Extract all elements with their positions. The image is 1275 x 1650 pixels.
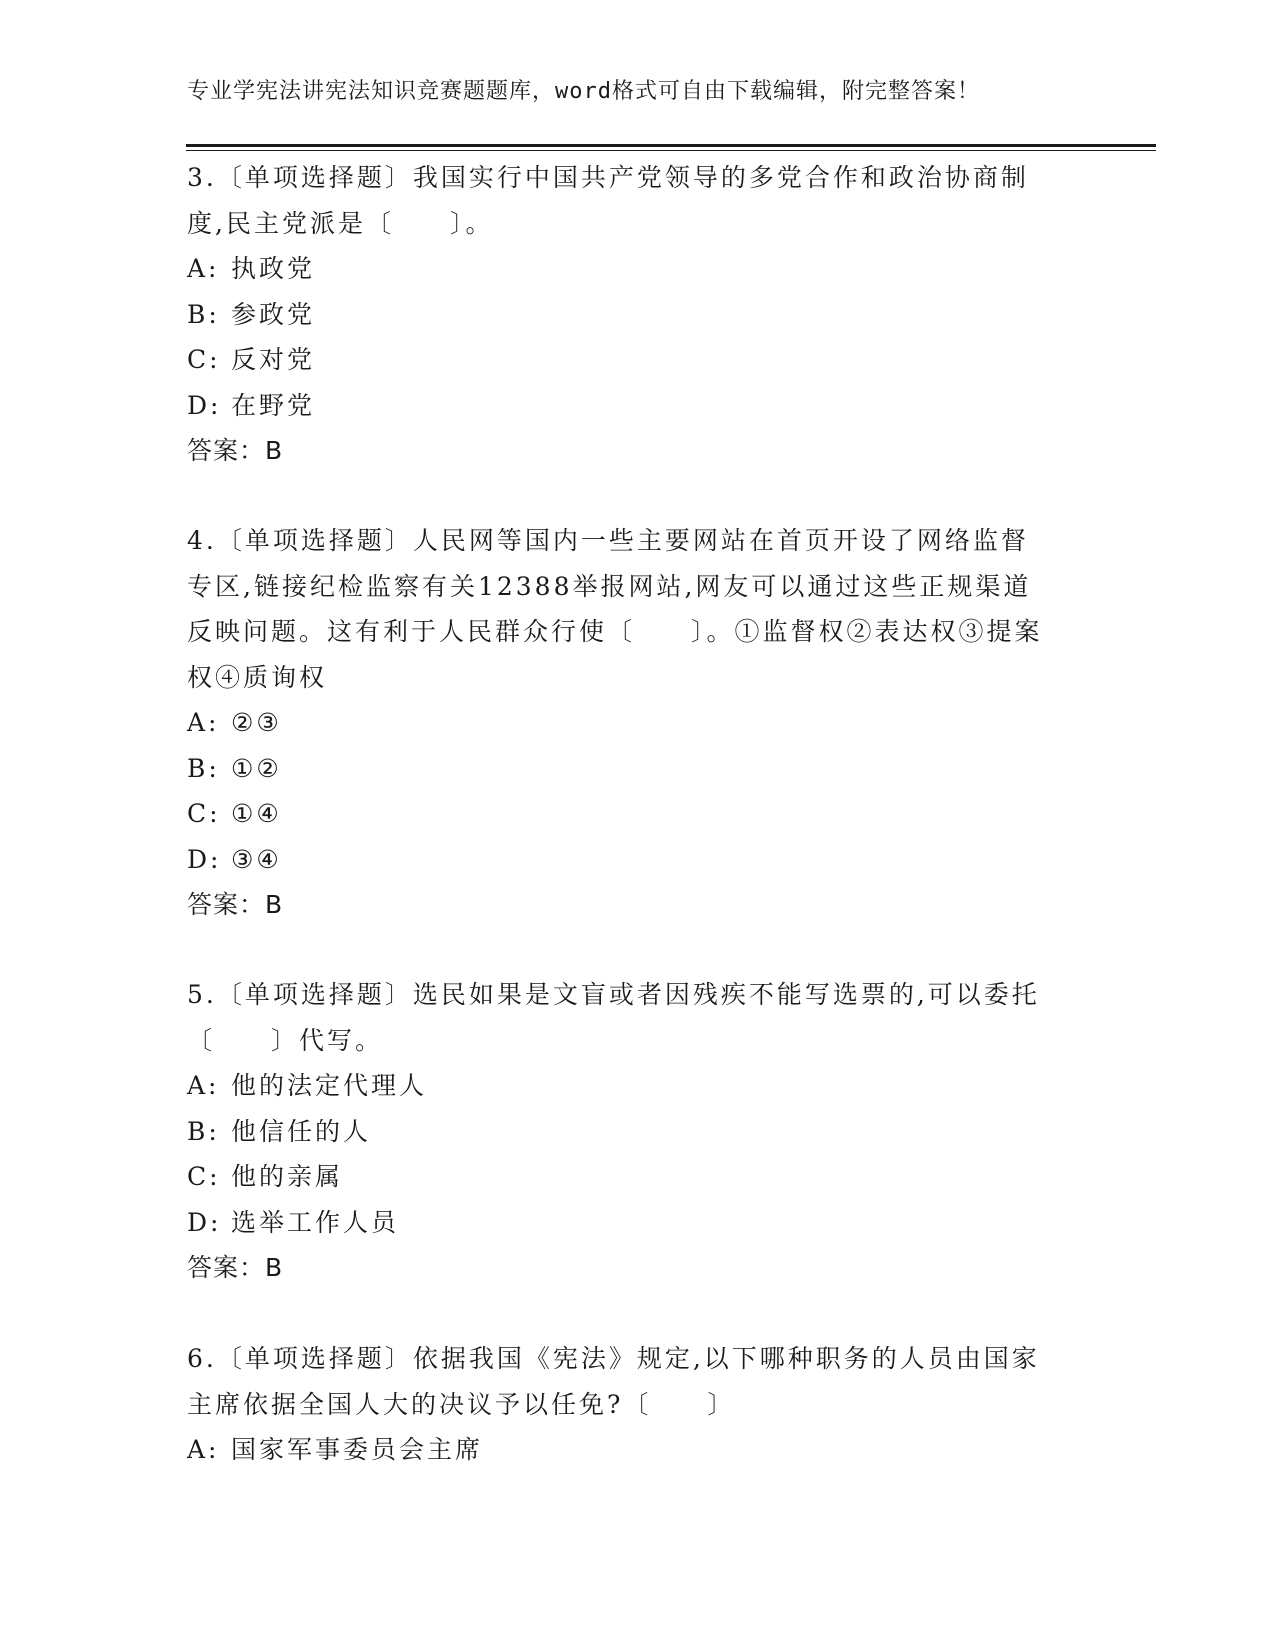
option-a [187, 1427, 1087, 1473]
option-b [187, 1109, 1087, 1155]
question-text-line: 5.〔单项选择题〕选民如果是文盲或者因残疾不能写选票的,可以委托 [187, 980, 1040, 1009]
header-rule-thick [186, 144, 1156, 147]
option-text: 他的法定代理人 [231, 1071, 428, 1100]
option-text: 选举工作人员 [231, 1207, 400, 1237]
option-c [187, 791, 1087, 837]
option-text: ②③ [231, 708, 282, 737]
answer-line: 答案：B [187, 1253, 284, 1282]
option-text: ③④ [231, 844, 282, 874]
option-d [187, 1200, 1087, 1246]
option-d [187, 837, 1087, 883]
option-letter: A: [187, 254, 220, 283]
option-text: 他信任的人 [231, 1116, 372, 1146]
question-text-line: 〔 〕代写。 [187, 1025, 384, 1055]
option-text: 参政党 [231, 299, 316, 329]
option-b [187, 292, 1087, 338]
question-text-line: 度,民主党派是〔 〕。 [187, 208, 494, 238]
answer-line: 答案：B [187, 436, 284, 465]
question-text-line: 专区,链接纪检监察有关12388举报网站,网友可以通过这些正规渠道 [187, 571, 1032, 601]
question-text-line: 6.〔单项选择题〕依据我国《宪法》规定,以下哪种职务的人员由国家 [187, 1344, 1040, 1373]
option-a [187, 1063, 1087, 1109]
option-text: 国家军事委员会主席 [231, 1435, 484, 1464]
question-5 [187, 972, 1087, 1291]
option-c [187, 1154, 1087, 1200]
option-text: 在野党 [231, 390, 316, 420]
option-letter: A: [187, 708, 220, 737]
option-letter: B: [187, 299, 220, 329]
option-letter: D: [187, 844, 222, 874]
option-letter: D: [187, 390, 222, 420]
option-text: ①② [231, 753, 282, 783]
option-letter: D: [187, 1207, 222, 1237]
option-letter: B: [187, 1116, 220, 1146]
question-text-line: 3.〔单项选择题〕我国实行中国共产党领导的多党合作和政治协商制 [187, 163, 1029, 192]
page-header: 专业学宪法讲宪法知识竞赛题题库，word格式可自由下载编辑，附完整答案！ [187, 79, 980, 104]
option-text: ①④ [231, 799, 282, 828]
option-letter: B: [187, 753, 220, 783]
option-letter: C: [187, 799, 221, 828]
question-text-line: 权④质询权 [187, 662, 328, 692]
option-c [187, 337, 1087, 383]
option-d [187, 383, 1087, 429]
question-6 [187, 1336, 1087, 1473]
option-a [187, 700, 1087, 746]
option-letter: A: [187, 1435, 220, 1464]
option-text: 执政党 [231, 254, 316, 283]
option-letter: C: [187, 345, 221, 374]
option-b [187, 746, 1087, 792]
question-3 [187, 155, 1087, 474]
option-a [187, 246, 1087, 292]
question-text-line: 主席依据全国人大的决议予以任免?〔 〕 [187, 1389, 736, 1419]
header-rule-thin [186, 150, 1156, 151]
option-text: 他的亲属 [231, 1162, 344, 1191]
answer-line: 答案：B [187, 890, 284, 919]
question-text-line: 反映问题。这有利于人民群众行使〔 〕。①监督权②表达权③提案 [187, 617, 1043, 646]
option-letter: A: [187, 1071, 220, 1100]
option-letter: C: [187, 1162, 221, 1191]
question-text-line: 4.〔单项选择题〕人民网等国内一些主要网站在首页开设了网络监督 [187, 526, 1029, 555]
question-4 [187, 518, 1087, 928]
option-text: 反对党 [231, 345, 316, 374]
